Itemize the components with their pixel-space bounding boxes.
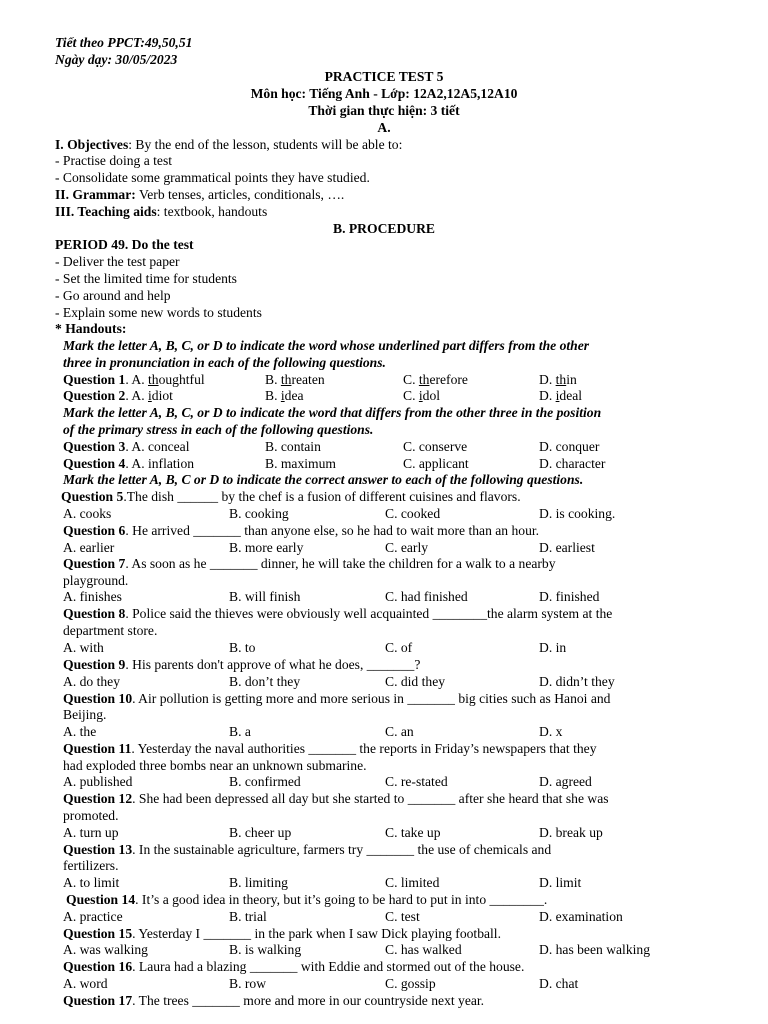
objectives-heading: I. Objectives	[55, 137, 129, 152]
q3-option-c: C. conserve	[403, 439, 468, 454]
q16-option-b: B. row	[229, 976, 267, 991]
procedure-step: - Go around and help	[55, 288, 171, 303]
q6-option-b: B. more early	[229, 540, 304, 555]
question-2	[63, 387, 173, 404]
q8-option-c: C. of	[385, 640, 413, 655]
instruction-pronunciation: Mark the letter A, B, C, or D to indicate the word whose underlined part differs from the other	[63, 338, 590, 353]
instruction-grammar: Mark the letter A, B, C or D to indicate the correct answer to each of the following questions.	[63, 472, 584, 487]
q8-option-a: A. with	[63, 640, 104, 655]
procedure-heading: B. PROCEDURE	[333, 221, 435, 236]
q6-option-c: C. early	[385, 540, 429, 555]
q11-option-b: B. confirmed	[229, 774, 301, 789]
question-6: Question 6. He arrived _______ than anyone else, so he had to wait more than an hour.	[63, 523, 540, 538]
question-label: Question 2	[63, 388, 126, 403]
period-heading: PERIOD 49. Do the test	[55, 237, 194, 252]
q9-option-d: D. didn’t they	[539, 674, 615, 689]
q5-option-d: D. is cooking.	[539, 506, 616, 521]
objective-item: - Practise doing a test	[55, 153, 173, 168]
q4-option-b: B. maximum	[265, 456, 336, 471]
subject-line: Môn học: Tiếng Anh - Lớp: 12A2,12A5,12A10	[250, 86, 518, 101]
q16-option-a: A. word	[63, 976, 108, 991]
question-13: Question 13. In the sustainable agriculture, farmers try _______ the use of chemicals and	[63, 842, 552, 857]
q13-option-d: D. limit	[539, 875, 582, 890]
ppct-line: Tiết theo PPCT:49,50,51	[55, 35, 193, 50]
instruction-pronunciation-2: three in pronunciation in each of the following questions.	[63, 355, 386, 370]
instruction-stress: Mark the letter A, B, C, or D to indicate the word that differs from the other three in the position	[63, 405, 602, 420]
q6-option-d: D. earliest	[539, 540, 595, 555]
q8-option-b: B. to	[229, 640, 256, 655]
q15-option-d: D. has been walking	[539, 942, 650, 957]
q16-option-d: D. chat	[539, 976, 579, 991]
question-11-cont: had exploded three bombs near an unknown submarine.	[63, 758, 367, 773]
q1-option-b: B. threaten	[265, 372, 325, 387]
question-1	[63, 371, 205, 388]
procedure-step: - Set the limited time for students	[55, 271, 237, 286]
q8-option-d: D. in	[539, 640, 567, 655]
q7-option-d: D. finished	[539, 589, 600, 604]
q9-option-c: C. did they	[385, 674, 446, 689]
question-5: Question 5.The dish ______ by the chef is a fusion of different cuisines and flavors.	[61, 489, 521, 504]
question-3: Question 3. A. conceal	[63, 439, 190, 454]
instruction-stress-2: of the primary stress in each of the following questions.	[63, 422, 374, 437]
q3-option-d: D. conquer	[539, 439, 600, 454]
q5-option-a: A. cooks	[63, 506, 112, 521]
q7-option-c: C. had finished	[385, 589, 468, 604]
section-a-heading: A.	[377, 120, 391, 135]
grammar-heading: II. Grammar:	[55, 187, 136, 202]
question-14: Question 14. It’s a good idea in theory, but it’s going to be hard to put in into ________.	[66, 892, 548, 907]
q14-option-a: A. practice	[63, 909, 123, 924]
q9-option-b: B. don’t they	[229, 674, 301, 689]
aids-heading: III. Teaching aids	[55, 204, 157, 219]
question-11: Question 11. Yesterday the naval authorities _______ the reports in Friday’s newspapers that they	[63, 741, 597, 756]
q11-option-c: C. re-stated	[385, 774, 448, 789]
q14-option-b: B. trial	[229, 909, 267, 924]
objectives-text: : By the end of the lesson, students will be able to:	[128, 137, 403, 152]
objective-item: - Consolidate some grammatical points they have studied.	[55, 170, 370, 185]
q7-option-a: A. finishes	[63, 589, 122, 604]
q12-option-d: D. break up	[539, 825, 603, 840]
question-8: Question 8. Police said the thieves were obviously well acquainted ________the alarm system at the	[63, 606, 613, 621]
question-10-cont: Beijing.	[63, 707, 107, 722]
q6-option-a: A. earlier	[63, 540, 115, 555]
aids-text: : textbook, handouts	[156, 204, 268, 219]
q15-option-c: C. has walked	[385, 942, 462, 957]
q3-option-b: B. contain	[265, 439, 321, 454]
q2-option-c: C. idol	[403, 388, 441, 403]
q5-option-c: C. cooked	[385, 506, 441, 521]
q4-option-d: D. character	[539, 456, 606, 471]
q11-option-a: A. published	[63, 774, 133, 789]
q2-option-d: D. ideal	[539, 388, 583, 403]
q12-option-c: C. take up	[385, 825, 441, 840]
q14-option-c: C. test	[385, 909, 420, 924]
q10-option-d: D. x	[539, 724, 563, 739]
q11-option-d: D. agreed	[539, 774, 592, 789]
q14-option-d: D. examination	[539, 909, 623, 924]
grammar-text: Verb tenses, articles, conditionals, ….	[135, 187, 345, 202]
option-a-rest: oughtful	[158, 372, 205, 387]
objectives-line	[55, 136, 402, 153]
question-4: Question 4. A. inflation	[63, 456, 195, 471]
q2-option-b: B. idea	[265, 388, 304, 403]
q12-option-a: A. turn up	[63, 825, 119, 840]
duration-line: Thời gian thực hiện: 3 tiết	[308, 103, 460, 118]
question-15: Question 15. Yesterday I _______ in the park when I saw Dick playing football.	[63, 926, 501, 941]
grammar-line	[55, 186, 344, 203]
question-16: Question 16. Laura had a blazing _______ with Eddie and stormed out of the house.	[63, 959, 525, 974]
q5-option-b: B. cooking	[229, 506, 289, 521]
q15-option-b: B. is walking	[229, 942, 302, 957]
date-line: Ngày dạy: 30/05/2023	[55, 52, 178, 67]
underlined-part: i	[148, 388, 152, 403]
q7-option-b: B. will finish	[229, 589, 301, 604]
underlined-part: th	[148, 372, 159, 387]
question-12: Question 12. She had been depressed all day but she started to _______ after she heard that she was	[63, 791, 609, 806]
handouts-heading: * Handouts:	[55, 321, 127, 336]
page-title: PRACTICE TEST 5	[324, 69, 444, 84]
q4-option-c: C. applicant	[403, 456, 469, 471]
aids-line	[55, 203, 267, 220]
q13-option-a: A. to limit	[63, 875, 120, 890]
question-13-cont: fertilizers.	[63, 858, 119, 873]
q1-option-d: D. thin	[539, 372, 577, 387]
q10-option-b: B. a	[229, 724, 251, 739]
q16-option-c: C. gossip	[385, 976, 436, 991]
procedure-step: - Explain some new words to students	[55, 305, 262, 320]
question-7: Question 7. As soon as he _______ dinner, he will take the children for a walk to a nearby	[63, 556, 556, 571]
q10-option-c: C. an	[385, 724, 414, 739]
question-9: Question 9. His parents don't approve of what he does, _______?	[63, 657, 421, 672]
option-a-prefix: . A.	[125, 372, 148, 387]
q13-option-b: B. limiting	[229, 875, 288, 890]
q12-option-b: B. cheer up	[229, 825, 292, 840]
question-10: Question 10. Air pollution is getting more and more serious in _______ big cities such as Hanoi and	[63, 691, 611, 706]
q1-option-c: C. therefore	[403, 372, 468, 387]
question-12-cont: promoted.	[63, 808, 119, 823]
option-a-prefix: . A.	[125, 388, 148, 403]
question-label: Question 1	[63, 372, 126, 387]
question-8-cont: department store.	[63, 623, 158, 638]
question-7-cont: playground.	[63, 573, 129, 588]
procedure-step: - Deliver the test paper	[55, 254, 180, 269]
option-a-rest: diot	[151, 388, 173, 403]
question-17: Question 17. The trees _______ more and more in our countryside next year.	[63, 993, 485, 1008]
q10-option-a: A. the	[63, 724, 97, 739]
q15-option-a: A. was walking	[63, 942, 148, 957]
q9-option-a: A. do they	[63, 674, 121, 689]
q13-option-c: C. limited	[385, 875, 440, 890]
